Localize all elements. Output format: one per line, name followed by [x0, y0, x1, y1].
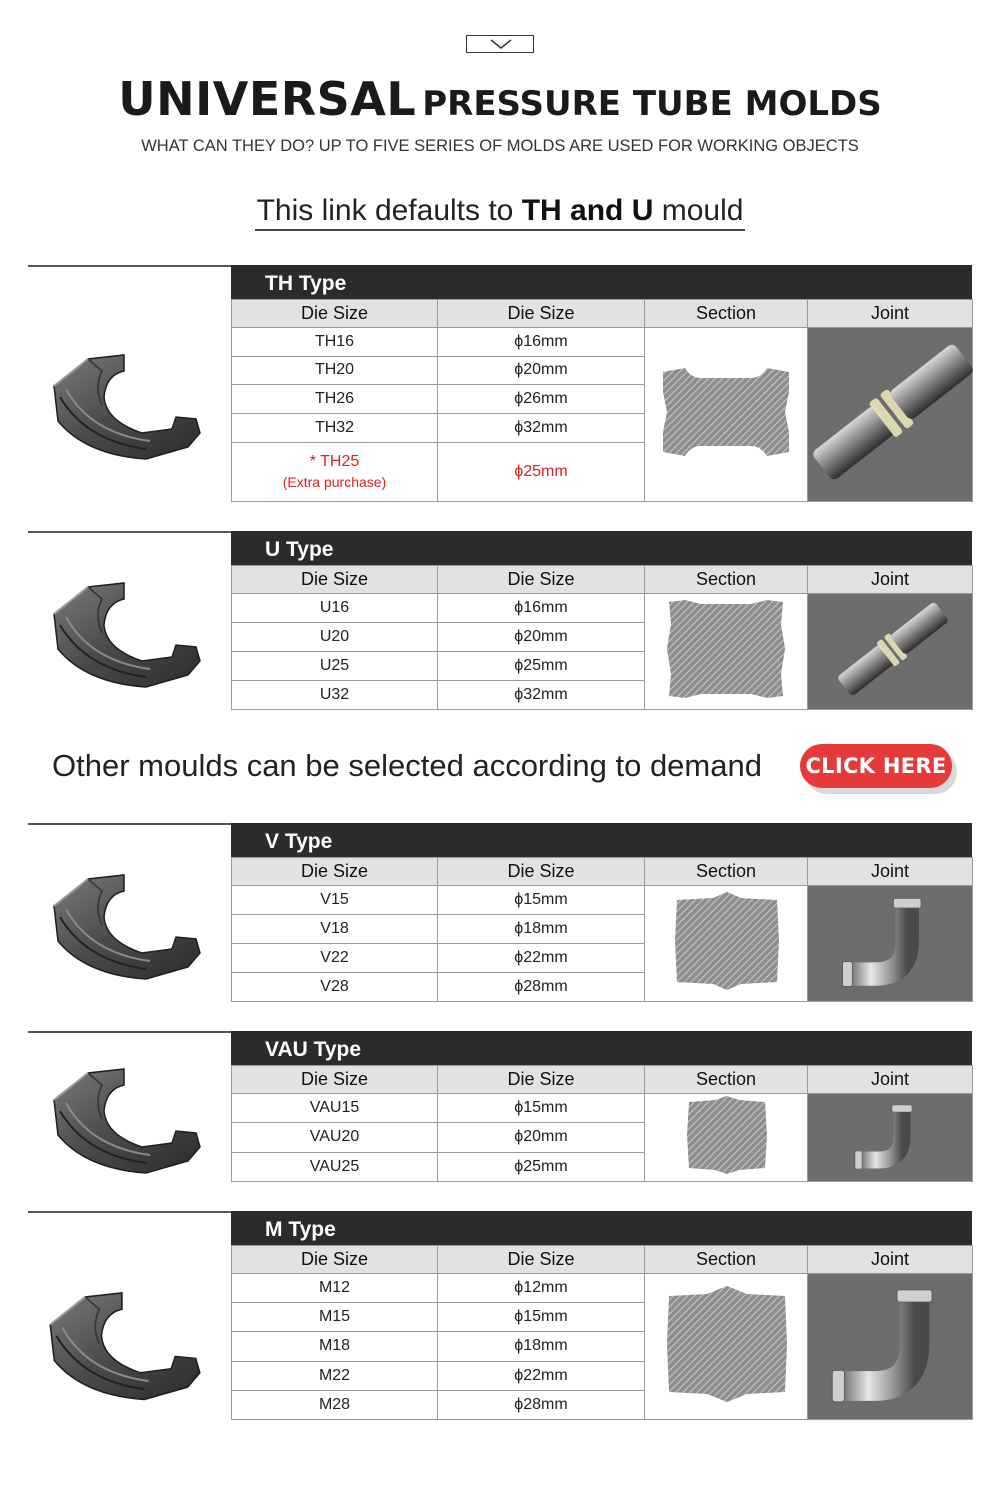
die-size: ϕ25mm: [438, 1152, 645, 1181]
col-header-die-size: Die Size: [438, 1066, 645, 1094]
type-title: TH Type: [231, 265, 972, 299]
vau-section-image: [645, 1094, 808, 1176]
section-divider: [28, 823, 232, 825]
default-note-bold: TH and U: [521, 194, 654, 227]
die-code: U25: [232, 652, 438, 681]
other-moulds-text: Other moulds can be selected according to demand: [52, 748, 762, 783]
die-code: M18: [232, 1332, 438, 1361]
default-note: [0, 193, 1000, 231]
die-code: VAU25: [232, 1152, 438, 1181]
die-size: ϕ12mm: [438, 1274, 645, 1303]
m-mold-image: [42, 1276, 206, 1404]
die-code: U20: [232, 623, 438, 652]
page-title: [0, 72, 1000, 126]
title-big: UNIVERSAL: [118, 72, 417, 126]
die-size: ϕ22mm: [438, 1361, 645, 1390]
die-size: ϕ32mm: [438, 413, 645, 442]
type-title: U Type: [231, 531, 972, 565]
die-size: ϕ16mm: [438, 594, 645, 623]
u-section-image: [645, 594, 808, 704]
die-size-extra: ϕ25mm: [438, 442, 645, 501]
die-code: V22: [232, 944, 438, 973]
v-type-block: [231, 823, 972, 1002]
die-size: ϕ20mm: [438, 1123, 645, 1152]
vau-die-table: [231, 1065, 973, 1182]
m-type-block: [231, 1211, 972, 1420]
die-size: ϕ25mm: [438, 652, 645, 681]
joint-cell: [808, 886, 973, 1002]
th-type-block: [231, 265, 972, 502]
die-code: M28: [232, 1390, 438, 1419]
col-header-die-size: Die Size: [438, 300, 645, 328]
die-size: ϕ20mm: [438, 356, 645, 385]
section-divider: [28, 1031, 232, 1033]
die-code: V18: [232, 915, 438, 944]
joint-cell: [808, 594, 973, 710]
vau-type-block: [231, 1031, 972, 1182]
type-title: M Type: [231, 1211, 972, 1245]
u-mold-image: [46, 566, 206, 692]
extra-code: * TH25: [309, 452, 360, 470]
default-note-post: mould: [653, 194, 744, 227]
table-row: [232, 328, 973, 357]
die-code: V28: [232, 973, 438, 1002]
table-row: [232, 1274, 973, 1303]
die-code: TH26: [232, 385, 438, 414]
col-header-die-size: Die Size: [438, 858, 645, 886]
section-cell: [645, 594, 808, 710]
joint-cell: [808, 1094, 973, 1182]
die-size: ϕ15mm: [438, 886, 645, 915]
u-joint-image: [808, 594, 973, 704]
die-code: TH20: [232, 356, 438, 385]
col-header-section: Section: [645, 566, 808, 594]
m-joint-image: [808, 1274, 973, 1414]
page-subtitle: WHAT CAN THEY DO? UP TO FIVE SERIES OF MOLDS ARE USED FOR WORKING OBJECTS: [141, 137, 859, 155]
die-code: V15: [232, 886, 438, 915]
click-here-button[interactable]: CLICK HERE: [800, 744, 952, 788]
die-size: ϕ20mm: [438, 623, 645, 652]
col-header-die-code: Die Size: [232, 300, 438, 328]
col-header-joint: Joint: [808, 858, 973, 886]
die-code: U16: [232, 594, 438, 623]
die-code-extra: [232, 442, 438, 501]
die-code: M15: [232, 1303, 438, 1332]
table-row: [232, 1094, 973, 1123]
col-header-joint: Joint: [808, 300, 973, 328]
col-header-die-size: Die Size: [438, 566, 645, 594]
die-size: ϕ32mm: [438, 681, 645, 710]
extra-purchase-note: (Extra purchase): [282, 473, 387, 490]
vau-mold-image: [46, 1052, 206, 1178]
m-section-image: [645, 1274, 808, 1414]
title-small: PRESSURE TUBE MOLDS: [422, 84, 882, 124]
chevron-down-icon: [467, 36, 535, 54]
v-section-image: [645, 886, 808, 996]
col-header-section: Section: [645, 1246, 808, 1274]
die-size: ϕ15mm: [438, 1303, 645, 1332]
col-header-section: Section: [645, 300, 808, 328]
die-size: ϕ18mm: [438, 1332, 645, 1361]
die-code: TH32: [232, 413, 438, 442]
die-code: U32: [232, 681, 438, 710]
table-row: [232, 594, 973, 623]
die-code: M12: [232, 1274, 438, 1303]
section-divider: [28, 1211, 232, 1213]
th-section-image: [645, 328, 808, 496]
die-size: ϕ28mm: [438, 1390, 645, 1419]
v-mold-image: [46, 858, 206, 984]
v-die-table: [231, 857, 973, 1002]
section-cell: [645, 328, 808, 502]
die-size: ϕ22mm: [438, 944, 645, 973]
col-header-die-code: Die Size: [232, 1066, 438, 1094]
section-cell: [645, 1274, 808, 1420]
table-row: [232, 886, 973, 915]
col-header-die-code: Die Size: [232, 858, 438, 886]
col-header-section: Section: [645, 858, 808, 886]
die-size: ϕ16mm: [438, 328, 645, 357]
expand-toggle[interactable]: [466, 35, 534, 53]
m-die-table: [231, 1245, 973, 1420]
col-header-joint: Joint: [808, 1066, 973, 1094]
die-code: TH16: [232, 328, 438, 357]
col-header-die-code: Die Size: [232, 1246, 438, 1274]
die-code: VAU20: [232, 1123, 438, 1152]
type-title: V Type: [231, 823, 972, 857]
section-cell: [645, 1094, 808, 1182]
die-size: ϕ15mm: [438, 1094, 645, 1123]
col-header-joint: Joint: [808, 566, 973, 594]
col-header-die-code: Die Size: [232, 566, 438, 594]
die-size: ϕ28mm: [438, 973, 645, 1002]
u-die-table: [231, 565, 973, 710]
section-divider: [28, 265, 232, 267]
col-header-die-size: Die Size: [438, 1246, 645, 1274]
die-size: ϕ18mm: [438, 915, 645, 944]
die-size: ϕ26mm: [438, 385, 645, 414]
u-type-block: [231, 531, 972, 710]
die-code: M22: [232, 1361, 438, 1390]
section-cell: [645, 886, 808, 1002]
joint-cell: [808, 328, 973, 502]
th-joint-image: [808, 328, 973, 496]
th-die-table: [231, 299, 973, 502]
default-note-pre: This link defaults to: [256, 194, 522, 227]
vau-joint-image: [808, 1094, 973, 1176]
v-joint-image: [808, 886, 973, 996]
th-mold-image: [46, 338, 206, 464]
joint-cell: [808, 1274, 973, 1420]
die-code: VAU15: [232, 1094, 438, 1123]
type-title: VAU Type: [231, 1031, 972, 1065]
col-header-joint: Joint: [808, 1246, 973, 1274]
section-divider: [28, 531, 232, 533]
col-header-section: Section: [645, 1066, 808, 1094]
